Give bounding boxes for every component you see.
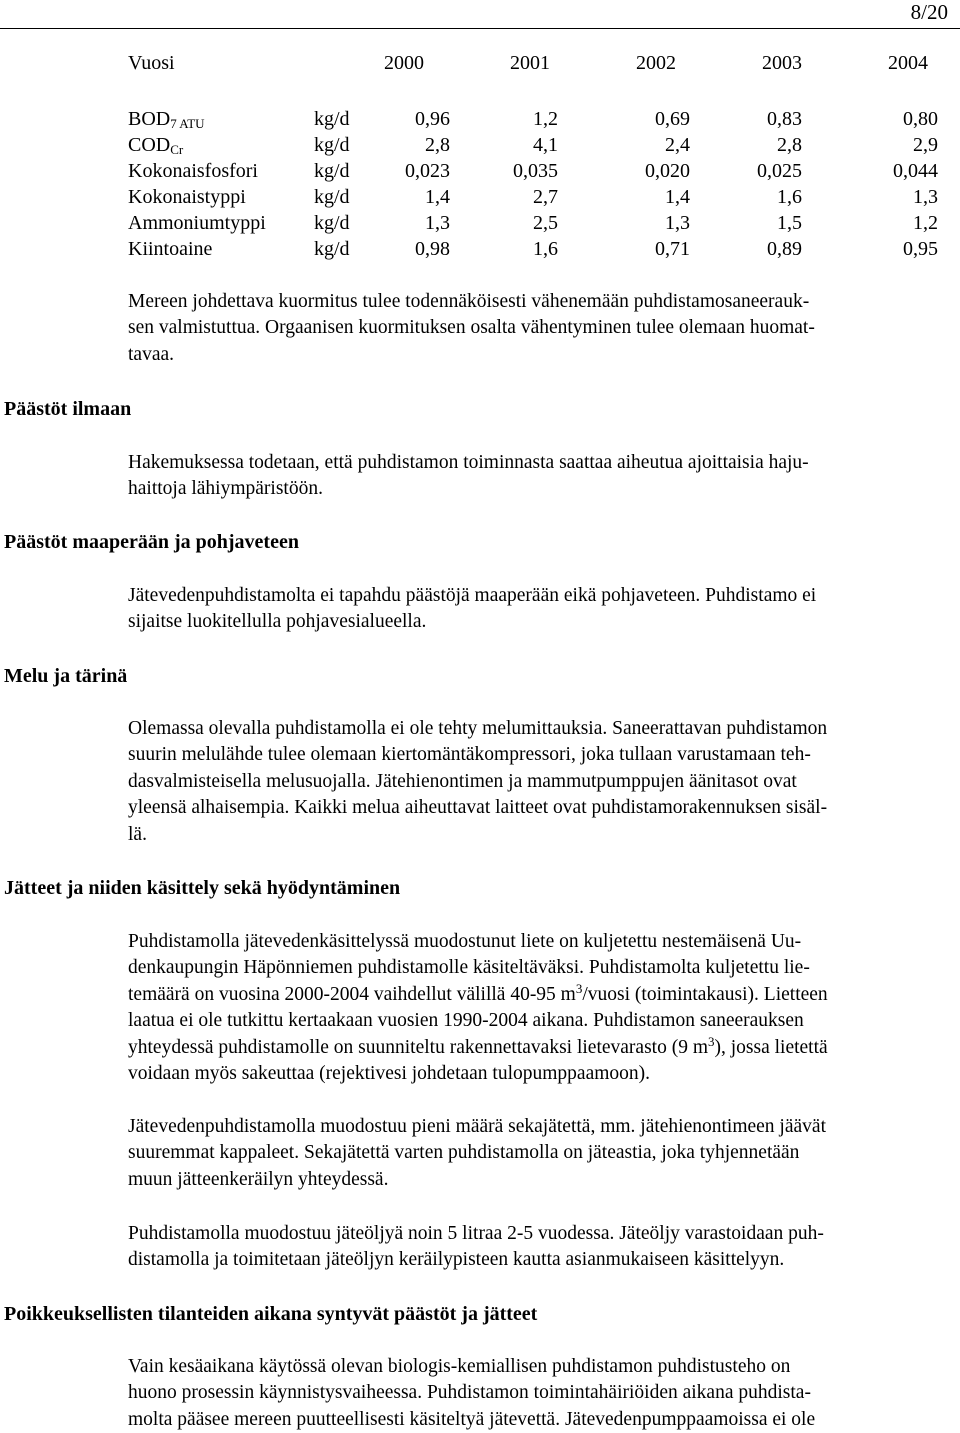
value-cell: 0,69 <box>655 108 690 130</box>
text-line: sijaitse luokitellulla pohjavesialueella. <box>128 611 427 633</box>
value-cell: 0,044 <box>893 160 938 182</box>
value-cell: 2,8 <box>425 134 450 156</box>
air-paragraph <box>128 450 958 503</box>
text-line: Vain kesäaikana käytössä olevan biologis-kemiallisen puhdistamon puhdistusteho on <box>128 1356 791 1377</box>
value-cell: 0,80 <box>903 108 938 130</box>
parameter-name: Ammoniumtyppi <box>128 212 266 234</box>
text-line: molta pääsee mereen puutteellisesti käsiteltyä jätevettä. Jätevedenpumppaamoissa ei ole <box>128 1408 816 1430</box>
text-line: lä. <box>128 823 147 845</box>
value-cell: 2,7 <box>533 186 558 208</box>
text-line: Puhdistamolla jätevedenkäsittelyssä muodostunut liete on kuljetettu nestemäisenä Uu- <box>128 931 802 952</box>
load-paragraph <box>128 289 958 368</box>
value-cell: 0,71 <box>655 238 690 260</box>
text-line: Puhdistamolla muodostuu jäteöljyä noin 5 litraa 2-5 vuodessa. Jäteöljy varastoidaan puh- <box>128 1223 824 1244</box>
value-cell: 2,9 <box>913 134 938 156</box>
value-cell: 1,4 <box>425 186 450 208</box>
text-line: tavaa. <box>128 343 175 365</box>
value-cell: 0,96 <box>415 108 450 130</box>
year-header: 2003 <box>762 52 802 74</box>
value-cell: 1,2 <box>913 212 938 234</box>
year-header: 2000 <box>384 52 424 74</box>
text-line: suuremmat kappaleet. Sekajätettä varten puhdistamolla on jäteastia, joka tyhjennetään <box>128 1142 800 1164</box>
year-header: 2004 <box>888 52 928 74</box>
text-line: Mereen johdettava kuormitus tulee todennäköisesti vähenemään puhdistamosaneerauk- <box>128 291 810 312</box>
parameter-name: Kokonaistyppi <box>128 186 246 208</box>
text-line: Hakemuksessa todetaan, että puhdistamon toiminnasta saattaa aiheutua ajoittaisia haju- <box>128 452 809 473</box>
value-cell: 0,025 <box>757 160 802 182</box>
parameter-name: Kokonaisfosfori <box>128 160 258 182</box>
page-number: 8/20 <box>910 0 948 24</box>
text-line: dasvalmisteisella melusuojalla. Jätehienontimen ja mammutpumppujen äänitasot ovat <box>128 770 797 792</box>
text-line: suurin melulähde tulee olemaan kiertomäntäkompressori, joka tullaan varustamaan teh- <box>128 744 811 766</box>
value-cell: 2,4 <box>665 134 690 156</box>
heading-waste: Jätteet ja niiden käsittely sekä hyödyntäminen <box>4 877 401 899</box>
unit: kg/d <box>314 160 350 182</box>
value-cell: 2,8 <box>777 134 802 156</box>
text-line: sen valmistuttua. Orgaanisen kuormituksen osalta vähentyminen tulee olemaan huomat- <box>128 317 815 339</box>
unit: kg/d <box>314 186 350 208</box>
text-line: Jätevedenpuhdistamolla muodostuu pieni määrä sekajätettä, mm. jätehienontimeen jäävät <box>128 1116 826 1137</box>
text-line: yhteydessä puhdistamolle on suunniteltu rakennettavaksi lietevarasto (9 $m^3$), jossa lietettä <box>128 1033 828 1058</box>
text-line: denkaupungin Häpönniemen puhdistamolle käsiteltäväksi. Puhdistamolta kuljetettu lie- <box>128 957 810 979</box>
value-cell: 1,3 <box>913 186 938 208</box>
heading-air-emissions: Päästöt ilmaan <box>4 398 132 420</box>
text-line: huono prosessin käynnistysvaiheessa. Puhdistamon toimintahäiriöiden aikana puhdista- <box>128 1382 811 1404</box>
value-cell: 2,5 <box>533 212 558 234</box>
value-cell: 1,3 <box>425 212 450 234</box>
text-line: Jätevedenpuhdistamolta ei tapahdu päästöjä maaperään eikä pohjaveteen. Puhdistamo ei <box>128 585 817 606</box>
text-line: Olemassa olevalla puhdistamolla ei ole tehty melumittauksia. Saneerattavan puhdistamon <box>128 718 828 739</box>
value-cell: 0,89 <box>767 238 802 260</box>
text-line: voidaan myös sakeuttaa (rejektivesi johdetaan tulopumppaamoon). <box>128 1063 651 1085</box>
value-cell: 1,3 <box>665 212 690 234</box>
value-cell: 1,2 <box>533 108 558 130</box>
value-cell: 0,98 <box>415 238 450 260</box>
parameter-name: $BOD_{7 ATU}$ <box>128 108 205 131</box>
value-cell: 1,4 <box>665 186 690 208</box>
value-cell: 1,6 <box>777 186 802 208</box>
waste-paragraph-2 <box>128 1114 958 1193</box>
value-cell: 0,035 <box>513 160 558 182</box>
exceptional-paragraph <box>128 1354 958 1433</box>
value-cell: 0,023 <box>405 160 450 182</box>
parameter-name: $COD_{Cr}$ <box>128 134 184 157</box>
year-header: 2001 <box>510 52 550 74</box>
value-cell: 0,020 <box>645 160 690 182</box>
year-header: 2002 <box>636 52 676 74</box>
text-line: muun jätteenkeräilyn yhteydessä. <box>128 1168 389 1190</box>
unit: kg/d <box>314 212 350 234</box>
value-cell: 0,83 <box>767 108 802 130</box>
heading-soil-emissions: Päästöt maaperään ja pohjaveteen <box>4 531 299 553</box>
value-cell: 4,1 <box>533 134 558 156</box>
heading-noise: Melu ja tärinä <box>4 665 128 687</box>
unit: kg/d <box>314 238 350 260</box>
value-cell: 1,6 <box>533 238 558 260</box>
waste-paragraph-3 <box>128 1221 958 1274</box>
text-line: distamolla ja toimitetaan jäteöljyn keräilypisteen kautta asianmukaiseen käsittelyyn. <box>128 1249 785 1271</box>
value-cell: 1,5 <box>777 212 802 234</box>
text-line: haittoja lähiympäristöön. <box>128 478 323 500</box>
heading-exceptional-situations: Poikkeuksellisten tilanteiden aikana syntyvät päästöt ja jätteet <box>4 1303 538 1325</box>
noise-paragraph <box>128 716 958 848</box>
waste-paragraph-1 <box>128 929 958 1087</box>
text-line: laatua ei ole tutkittu kertaakaan vuosien 1990-2004 aikana. Puhdistamon saneerauksen <box>128 1010 804 1032</box>
header-rule <box>0 28 960 29</box>
unit: kg/d <box>314 108 350 130</box>
soil-paragraph <box>128 583 958 636</box>
text-line: yleensä alhaisempia. Kaikki melua aiheuttavat laitteet ovat puhdistamorakennuksen sisäl- <box>128 797 828 819</box>
value-cell: 0,95 <box>903 238 938 260</box>
text-line: temäärä on vuosina 2000-2004 vaihdellut välillä 40-95 $m^3$/vuosi (toimintakausi). Lietteen <box>128 980 828 1005</box>
parameter-name: Kiintoaine <box>128 238 213 260</box>
table-header-label: Vuosi <box>128 52 175 74</box>
unit: kg/d <box>314 134 350 156</box>
